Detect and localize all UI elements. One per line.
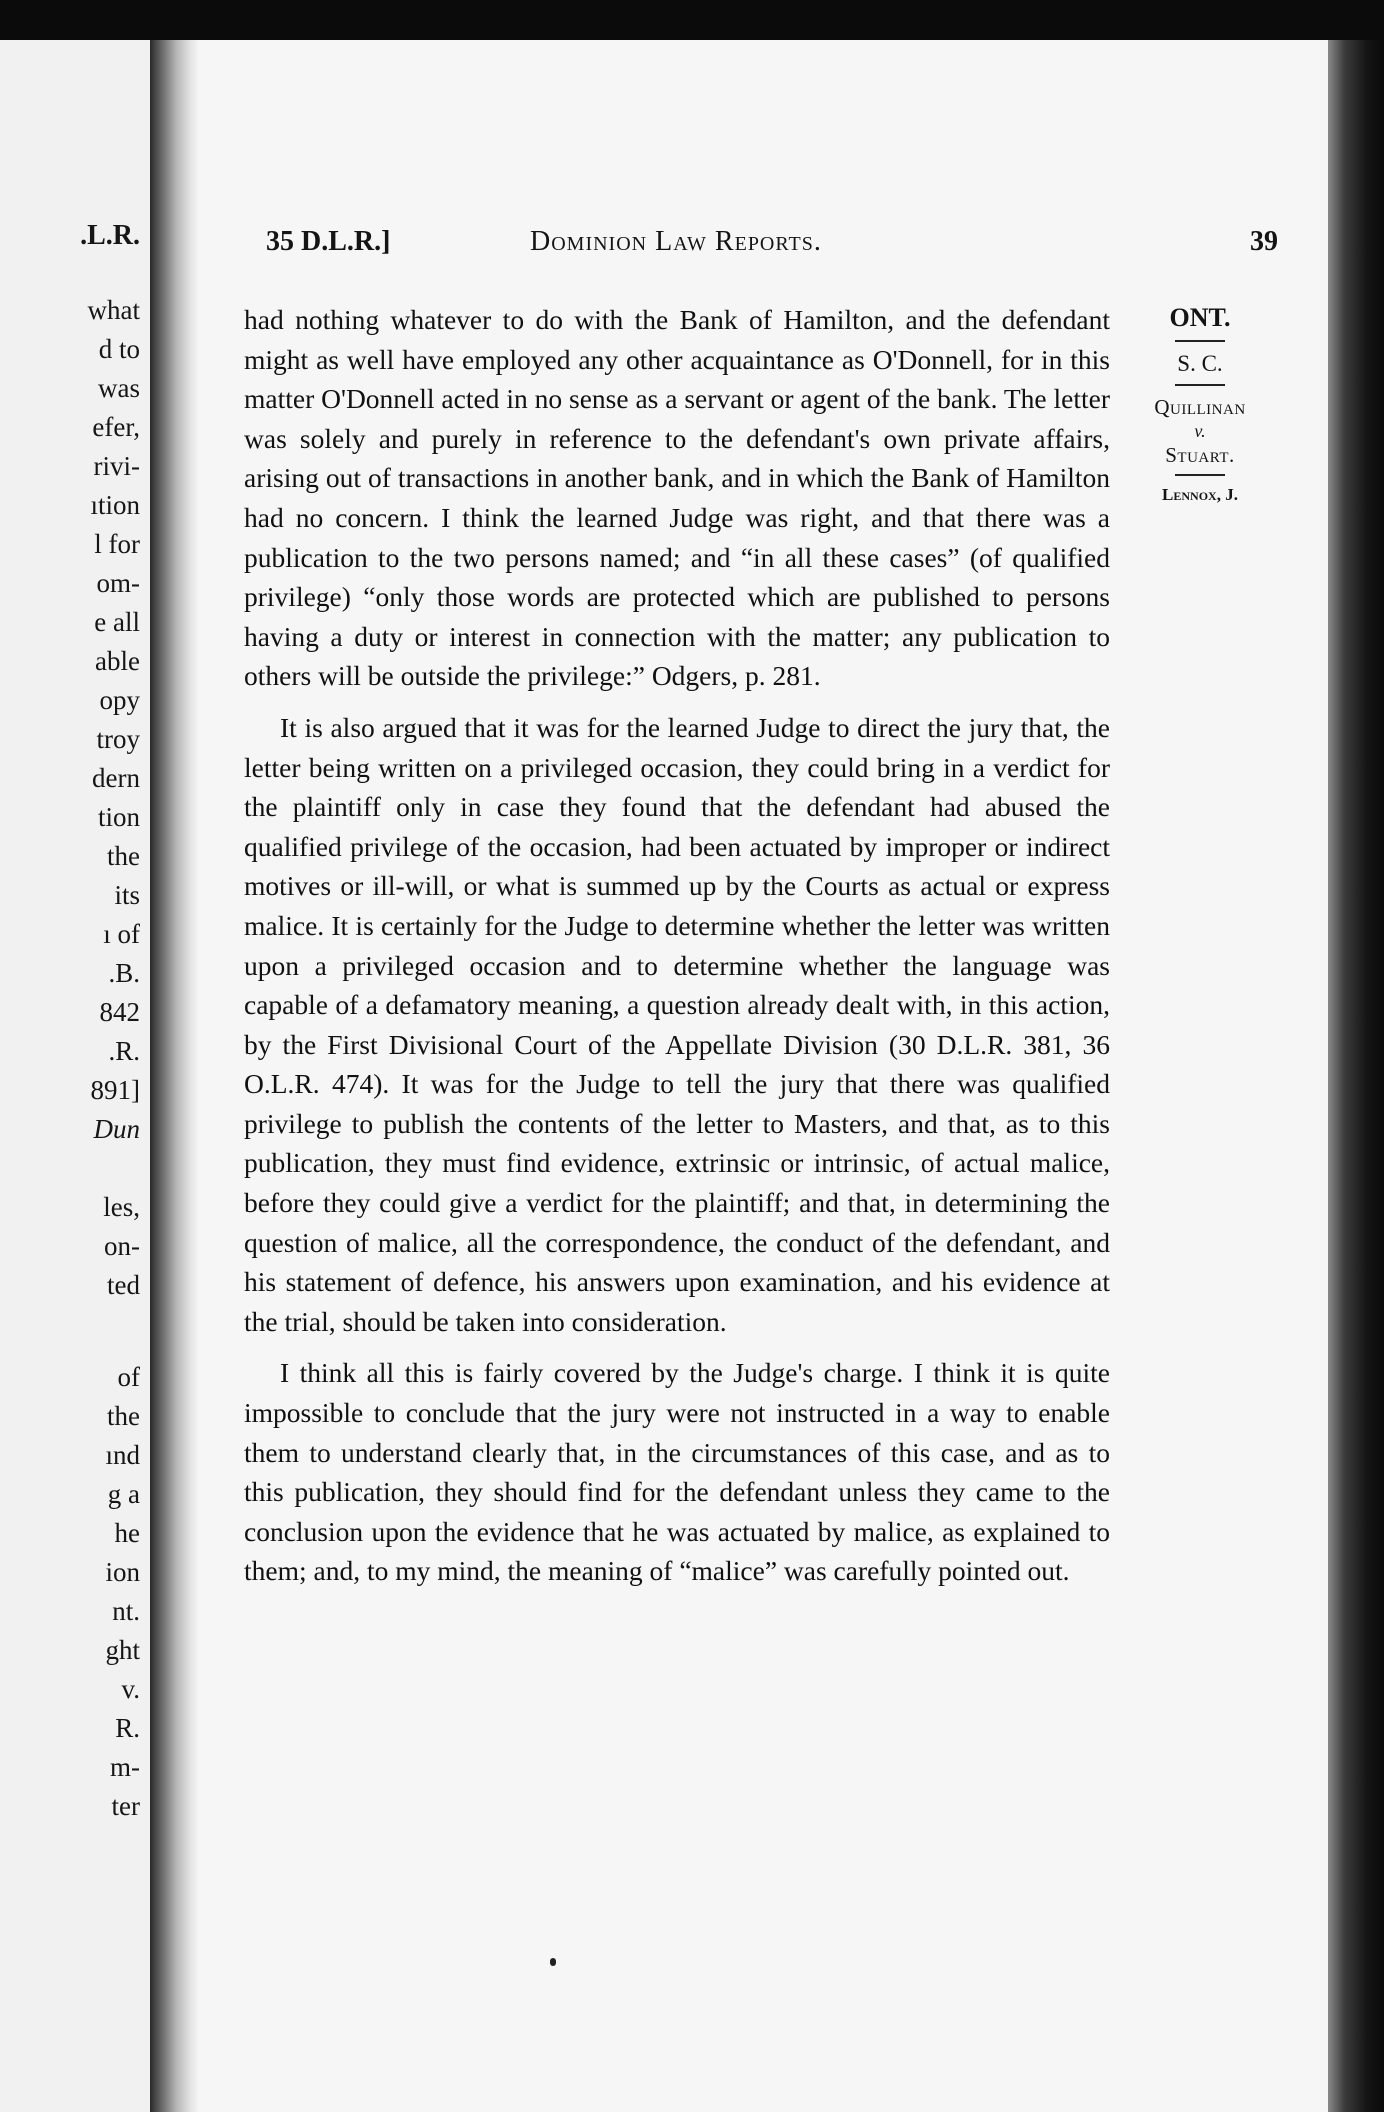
book-gutter bbox=[150, 40, 198, 2112]
volume-citation: 35 D.L.R.] bbox=[266, 226, 391, 257]
left-page-line: d to bbox=[98, 334, 140, 364]
left-page-line: its bbox=[114, 880, 140, 910]
left-page-line: the bbox=[107, 841, 140, 871]
left-page-line: les, bbox=[103, 1192, 140, 1222]
body-text bbox=[244, 300, 1110, 1603]
left-page-line: efer, bbox=[92, 412, 140, 442]
left-page-line: R. bbox=[115, 1713, 140, 1743]
left-page-line: nt. bbox=[112, 1596, 140, 1626]
margin-rule bbox=[1175, 384, 1225, 386]
left-page-line: ter bbox=[111, 1791, 140, 1821]
margin-judge: Lennox, J. bbox=[1162, 485, 1238, 504]
ink-speck bbox=[550, 1958, 556, 1966]
left-page-line: 891] bbox=[90, 1075, 140, 1105]
left-page-line: e all bbox=[94, 607, 140, 637]
left-page-line: was bbox=[98, 373, 140, 403]
left-page-line: of bbox=[117, 1362, 140, 1392]
left-page-line: rivi- bbox=[93, 451, 140, 481]
left-page-line: ıtion bbox=[90, 490, 140, 520]
left-page-line: om- bbox=[96, 568, 140, 598]
margin-note bbox=[1130, 300, 1270, 508]
journal-title: Dominion Law Reports. bbox=[530, 226, 822, 257]
margin-rule bbox=[1175, 340, 1225, 342]
left-page-line: l for bbox=[94, 529, 140, 559]
left-page-line: m- bbox=[110, 1752, 140, 1782]
paragraph: I think all this is fairly covered by the Judge's charge. I think it is quite impossible to conclude that the jury were not instructed in a way to enable them to understand clearly that, in the circumstances of this case, and as to this publication, they should find for the defendant unless they came to the conclusion upon the evidence that he was actuated by malice, as explained to them; and, to my mind, the meaning of “malice” was carefully pointed out. bbox=[244, 1357, 1110, 1587]
left-facing-page bbox=[0, 40, 150, 2112]
left-page-line: opy bbox=[99, 685, 140, 715]
left-page-line: Dun bbox=[93, 1114, 140, 1144]
page-edge-shadow bbox=[1328, 40, 1384, 2112]
margin-rule bbox=[1175, 474, 1225, 476]
left-page-line: 842 bbox=[99, 997, 140, 1027]
paragraph: It is also argued that it was for the learned Judge to direct the jury that, the letter being written on a privileged occasion, they could bring in a verdict for the plaintiff only in case they found that the defendant had abused the qualified privilege of the occasion, had been actuated by improper or indirect motives or ill-will, or what is summed up by the Courts as actual or express malice. It is certainly for the Judge to determine whether the letter was written upon a privileged occasion and to determine whether the language was capable of a defamatory meaning, a question already dealt with, in this action, by the First Divisional Court of the Appellate Division (30 D.L.R. 381, 36 O.L.R. 474). It was for the Judge to tell the jury that there was qualified privilege to publish the contents of the letter to Masters, and that, as to this publication, they must find evidence, extrinsic or intrinsic, of actual malice, before they could give a verdict for the plaintiff; and that, in determining the question of malice, all the correspondence, the conduct of the defendant, and his statement of defence, his answers upon examination, and his evidence at the trial, should be taken into consideration. bbox=[244, 711, 1110, 1337]
left-page-line: able bbox=[95, 646, 140, 676]
left-page-line: .R. bbox=[108, 1036, 140, 1066]
left-page-line: what bbox=[87, 295, 140, 325]
left-page-line: the bbox=[107, 1401, 140, 1431]
left-page-line: he bbox=[114, 1518, 140, 1548]
left-page-line: tion bbox=[97, 802, 140, 832]
left-page-line: troy bbox=[96, 724, 140, 754]
paragraph: had nothing whatever to do with the Bank of Hamilton, and the defendant might as well have employed any other acquaintance as O'Donnell, for in this matter O'Donnell acted in no sense as a servant or agent of the bank. The letter was solely and purely in reference to the defendant's own private affairs, arising out of transactions in another bank, and in which the Bank of Hamilton had no concern. I think the learned Judge was right, and that there was a publication to the two persons named; and “in all these cases” (of qualified privilege) “only those words are protected which are published to persons having a duty or interest in connection with the matter; any publication to others will be outside the privilege:” Odgers, p. 281. bbox=[244, 304, 1110, 692]
left-page-line: on- bbox=[104, 1231, 140, 1261]
left-page-line: ı of bbox=[103, 919, 140, 949]
left-page-line: ion bbox=[105, 1557, 140, 1587]
left-page-line: g a bbox=[107, 1479, 140, 1509]
running-head bbox=[266, 226, 1278, 266]
left-page-line: ınd bbox=[105, 1440, 140, 1470]
margin-defendant: Stuart. bbox=[1165, 443, 1235, 467]
page-number: 39 bbox=[1250, 226, 1278, 257]
left-page-line: ght bbox=[105, 1635, 140, 1665]
margin-versus: v. bbox=[1194, 421, 1206, 441]
margin-province: ONT. bbox=[1169, 303, 1231, 332]
left-page-line: .B. bbox=[108, 958, 140, 988]
margin-court: S. C. bbox=[1177, 351, 1223, 376]
left-page-header: .L.R. bbox=[80, 220, 140, 251]
left-page-line: v. bbox=[121, 1674, 140, 1704]
left-page-line: dern bbox=[92, 763, 140, 793]
margin-plaintiff: Quillinan bbox=[1154, 395, 1246, 419]
left-page-line: ted bbox=[107, 1270, 140, 1300]
